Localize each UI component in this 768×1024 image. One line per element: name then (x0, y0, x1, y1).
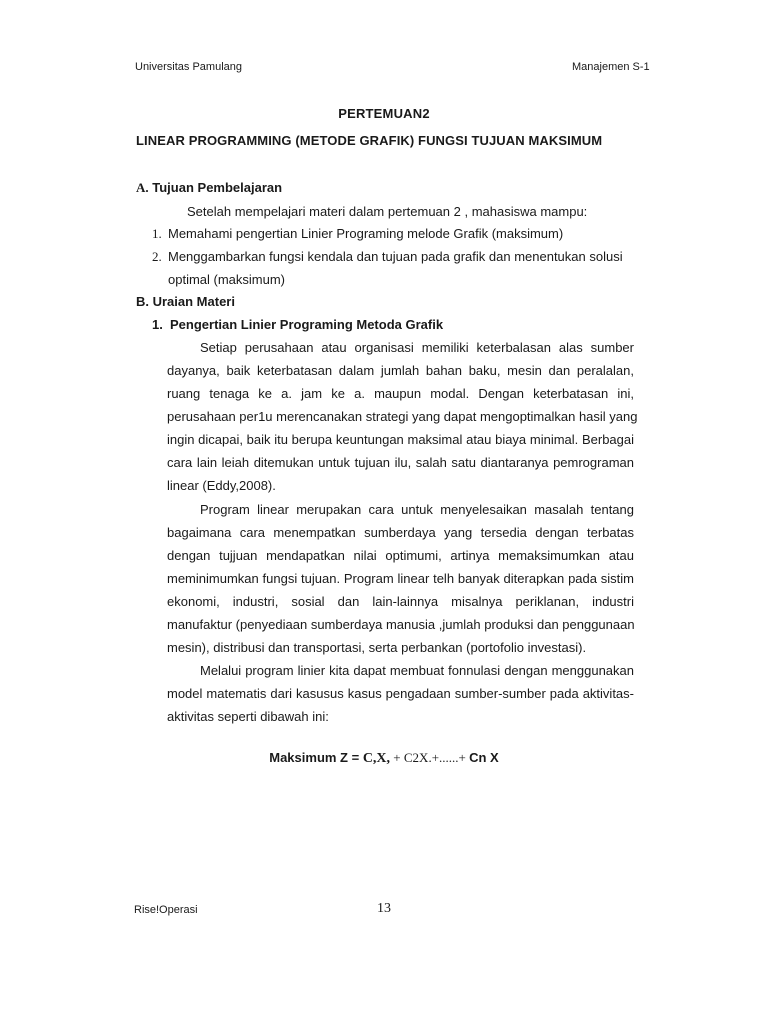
section-a-letter: A. (136, 180, 149, 195)
list-item-text: Memahami pengertian Linier Programing melode Grafik (maksimum) (168, 226, 564, 241)
paragraph-1-line: cara lain leiah ditemukan untuk tujuan ilu, salah satu diantaranya pemrograman (167, 455, 634, 470)
paragraph-2-line: dengan tujjuan mendapatkan nilai optimumi, artinya memaksimumkan atau (167, 548, 634, 563)
list-item-text: Menggambarkan fungsi kendala dan tujuan pada grafik dan menentukan solusi (168, 249, 623, 264)
paragraph-2-line: manufaktur (penyediaan sumberdaya manusia ,jumlah produksi dan penggunaan (167, 617, 635, 632)
paragraph-1-line: ruang tenaga ke a. jam ke a. maupun modal. Dengan keterbatasan ini, (167, 386, 634, 401)
formula-term-1: C,X, (362, 751, 391, 766)
subsection-number: 1. (152, 317, 163, 332)
section-a-title: Tujuan Pembelajaran (152, 180, 283, 195)
paragraph-3-line: model matematis dari kasusus kasus pengadaan sumber-sumber pada aktivitas- (167, 686, 634, 701)
subsection-title: Pengertian Linier Programing Metoda Grafik (170, 317, 444, 332)
paragraph-2-line: meminimumkan fungsi tujuan. Program linear telh banyak diterapkan pada sistim (167, 571, 634, 586)
section-a-heading (136, 180, 282, 196)
footer-course: Rise!Operasi (134, 904, 198, 916)
objective-function-formula (0, 750, 768, 767)
formula-label: Maksimum Z = (269, 750, 363, 765)
page-number: 13 (377, 901, 391, 916)
paragraph-2-line: ekonomi, industri, sosial dan lain-lainnya misalnya periklanan, industri (167, 594, 634, 609)
paragraph-2-line: mesin), distribusi dan transportasi, serta perbankan (portofolio investasi). (167, 640, 587, 655)
header-program: Manajemen S-1 (572, 61, 650, 73)
section-a-intro: Setelah mempelajari materi dalam pertemuan 2 , mahasiswa mampu: (187, 204, 588, 219)
paragraph-1-line: Setiap perusahaan atau organisasi memiliki keterbalasan alas sumber (200, 340, 634, 355)
topic-title: LINEAR PROGRAMMING (METODE GRAFIK) FUNGSI TUJUAN MAKSIMUM (136, 133, 603, 148)
list-item-number: 1. (152, 226, 162, 241)
formula-last-term: Cn X (469, 750, 499, 765)
paragraph-3-line: aktivitas seperti dibawah ini: (167, 709, 329, 724)
list-item-text-continued: optimal (maksimum) (168, 272, 286, 287)
section-b-heading: B. Uraian Materi (136, 294, 235, 309)
header-institution: Universitas Pamulang (135, 61, 242, 73)
list-item-number: 2. (152, 249, 162, 264)
paragraph-3-line: Melalui program linier kita dapat membuat fonnulasi dengan menggunakan (200, 663, 634, 678)
formula-middle: + C2X.+......+ (390, 750, 470, 765)
paragraph-1-line: linear (Eddy,2008). (167, 478, 276, 493)
meeting-title: PERTEMUAN2 (338, 106, 430, 121)
paragraph-1-line: perusahaan per1u merencanakan strategi yang dapat mengoptimalkan hasil yang (167, 409, 638, 424)
paragraph-1-line: dayanya, baik keterbatasan dalam jumlah bahan baku, mesin dan peralalan, (167, 363, 634, 378)
paragraph-1-line: ingin dicapai, baik itu berupa keuntungan maksimal atau biaya minimal. Berbagai (167, 432, 634, 447)
paragraph-2-line: bagaimana cara menempatkan sumberdaya yang tersedia dengan terbatas (167, 525, 634, 540)
paragraph-2-line: Program linear merupakan cara untuk menyelesaikan masalah tentang (200, 502, 634, 517)
